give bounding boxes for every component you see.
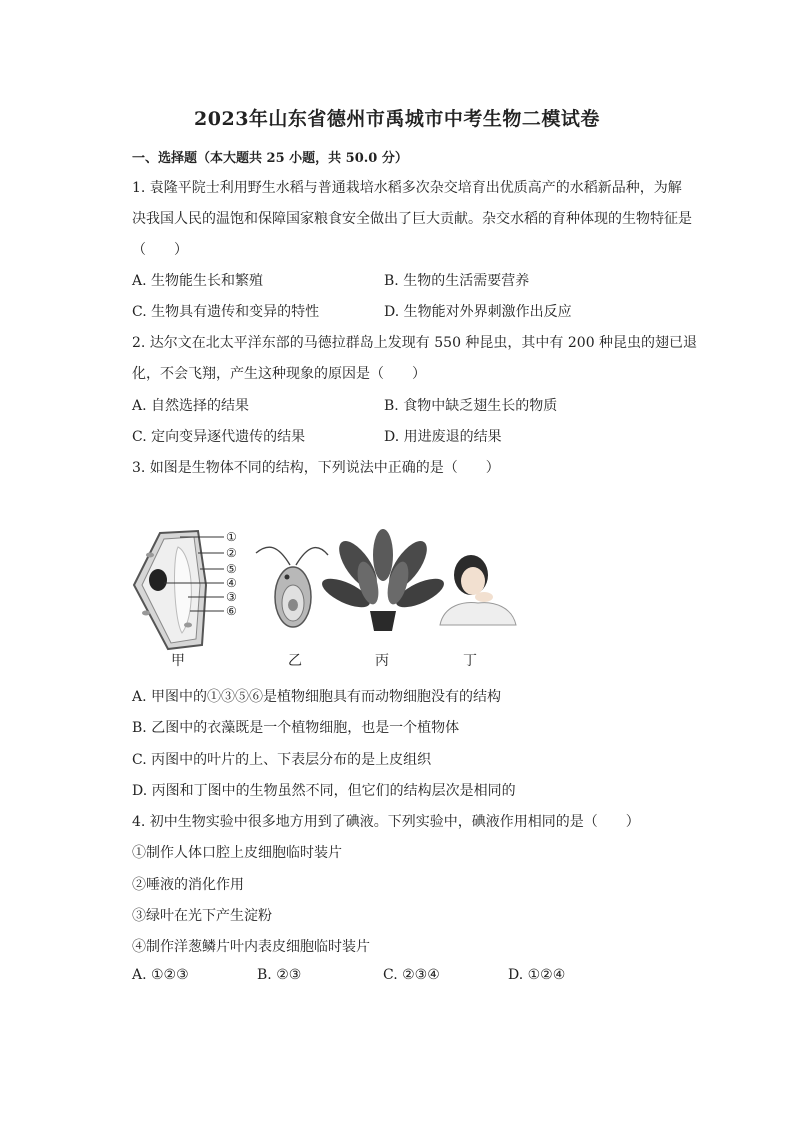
caption-bing: 丙	[375, 653, 389, 669]
q1-line-2: 决我国人民的温饱和保障国家粮食安全做出了巨大贡献。杂交水稻的育种体现的生物特征是	[132, 211, 692, 227]
q1-option-d: D. 生物能对外界刺激作出反应	[384, 304, 572, 320]
q3-option-d: D. 丙图和丁图中的生物虽然不同，但它们的结构层次是相同的	[132, 783, 516, 799]
q2-line-2: 化，不会飞翔，产生这种现象的原因是（ ）	[132, 366, 426, 382]
q1-line-3: （ ）	[132, 242, 188, 258]
q3-line-1: 3. 如图是生物体不同的结构，下列说法中正确的是（ ）	[132, 460, 500, 476]
potted-plant-illustration	[318, 529, 448, 631]
plant-cell-illustration	[134, 530, 237, 649]
q1-option-a: A. 生物能生长和繁殖	[132, 273, 264, 289]
section-heading: 一、选择题（本大题共 25 小题，共 50.0 分）	[132, 151, 408, 166]
q4-item-4: ④制作洋葱鳞片叶内表皮细胞临时装片	[132, 939, 370, 955]
q2-line-1: 2. 达尔文在北太平洋东部的马德拉群岛上发现有 550 种昆虫，其中有 200 种昆虫的翅已退	[132, 335, 698, 351]
marker-3: ③	[226, 590, 237, 604]
q4-item-1: ①制作人体口腔上皮细胞临时装片	[132, 845, 342, 861]
person-illustration	[440, 555, 516, 625]
q2-option-b: B. 食物中缺乏翅生长的物质	[384, 398, 558, 414]
q4-item-2: ②唾液的消化作用	[132, 877, 244, 893]
exam-title: 2023年山东省德州市禹城市中考生物二模试卷	[194, 108, 600, 130]
q4-option-a: A. ①②③	[132, 967, 189, 983]
marker-4: ④	[226, 576, 237, 590]
q1-option-c: C. 生物具有遗传和变异的特性	[132, 304, 320, 320]
marker-6: ⑥	[226, 604, 237, 618]
marker-1: ①	[226, 530, 237, 544]
caption-yi: 乙	[288, 653, 302, 669]
q3-option-b: B. 乙图中的衣藻既是一个植物细胞，也是一个植物体	[132, 720, 460, 736]
q3-option-c: C. 丙图中的叶片的上、下表层分布的是上皮组织	[132, 752, 432, 768]
q4-option-b: B. ②③	[257, 967, 302, 983]
caption-ding: 丁	[463, 653, 477, 669]
q2-option-c: C. 定向变异逐代遗传的结果	[132, 429, 306, 445]
marker-5: ⑤	[226, 562, 237, 576]
q3-option-a: A. 甲图中的①③⑤⑥是植物细胞具有而动物细胞没有的结构	[132, 689, 502, 705]
q4-line-1: 4. 初中生物实验中很多地方用到了碘液。下列实验中，碘液作用相同的是（ ）	[132, 814, 640, 830]
q1-line-1: 1. 袁隆平院士利用野生水稻与普通栽培水稻多次杂交培育出优质高产的水稻新品种，为解	[132, 180, 682, 196]
q1-option-b: B. 生物的生活需要营养	[384, 273, 530, 289]
caption-jia: 甲	[171, 653, 185, 669]
q2-option-a: A. 自然选择的结果	[132, 398, 250, 414]
q2-option-d: D. 用进废退的结果	[384, 429, 502, 445]
q4-option-d: D. ①②④	[508, 967, 566, 983]
marker-2: ②	[226, 546, 237, 560]
q4-item-3: ③绿叶在光下产生淀粉	[132, 908, 272, 924]
q4-option-c: C. ②③④	[383, 967, 440, 983]
chlamydomonas-illustration	[256, 547, 328, 627]
